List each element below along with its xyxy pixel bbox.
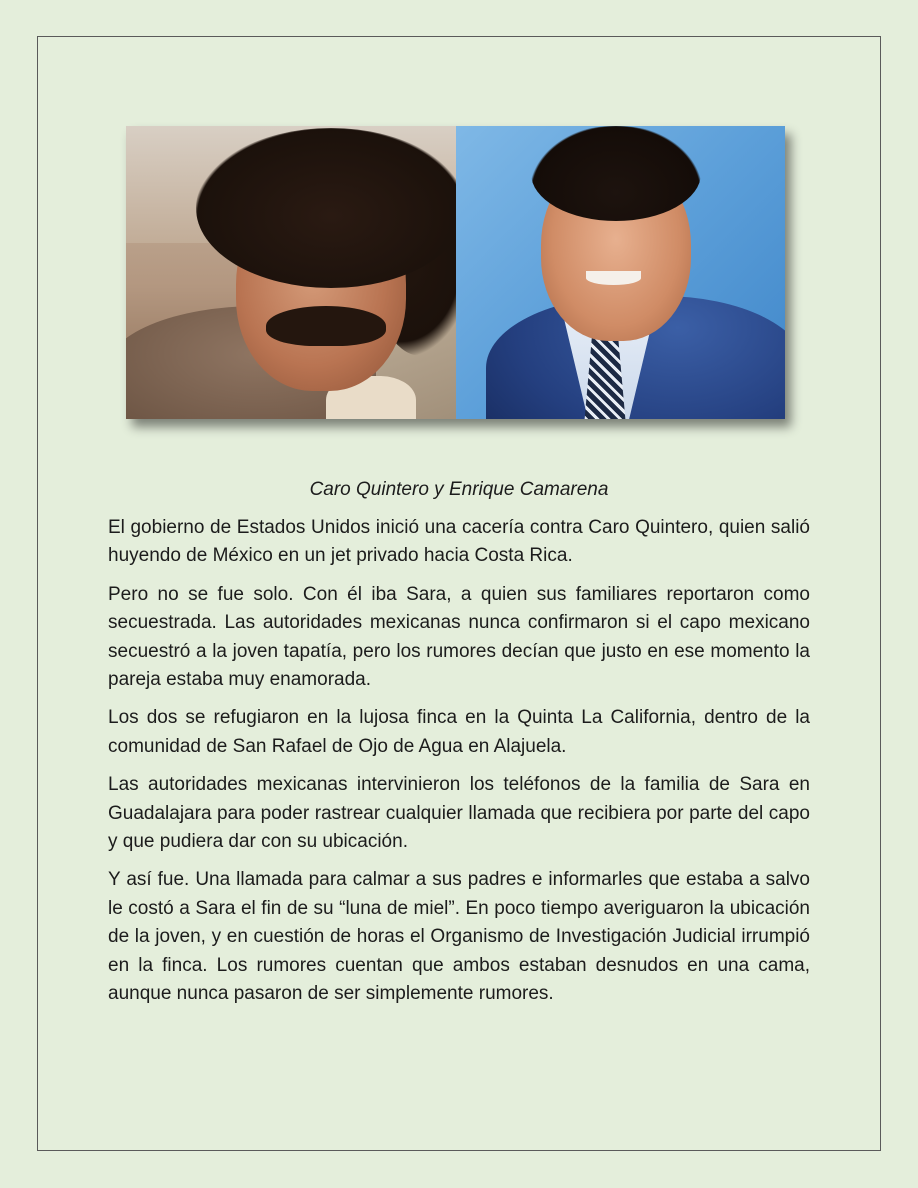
article-body	[108, 514, 810, 1019]
paragraph: Y así fue. Una llamada para calmar a sus padres e informarles que estaba a salvo le costó a Sara el fin de su “luna de miel”. En poco tiempo averiguaron la ubicación de la joven, y en cuestión de horas el Organismo de Investigación Judicial irrumpió en la finca. Los rumores cuentan que ambos estaban desnudos en una cama, aunque nunca pasaron de ser simplemente rumores.	[108, 869, 810, 1005]
portrait-right-photo	[456, 126, 785, 419]
paragraph: Las autoridades mexicanas intervinieron los teléfonos de la familia de Sara en Guadalajara para poder rastrear cualquier llamada que recibiera por parte del capo y que pudiera dar con su ubicación.	[108, 774, 810, 853]
paragraph: Pero no se fue solo. Con él iba Sara, a quien sus familiares reportaron como secuestrada. Las autoridades mexicanas nunca confirmaron si el capo mexicano secuestró a la joven tapatía, pero los rumores decían que justo en ese momento la pareja estaba muy enamorada.	[108, 583, 810, 691]
portrait-left-photo	[126, 126, 456, 419]
paragraph: Los dos se refugiaron en la lujosa finca en la Quinta La California, dentro de la comunidad de San Rafael de Ojo de Agua en Alajuela.	[108, 707, 810, 757]
figure-caption: Caro Quintero y Enrique Camarena	[309, 479, 609, 500]
portrait-photo	[126, 126, 785, 419]
paragraph: El gobierno de Estados Unidos inició una cacería contra Caro Quintero, quien salió huyendo de México en un jet privado hacia Costa Rica.	[108, 517, 810, 567]
